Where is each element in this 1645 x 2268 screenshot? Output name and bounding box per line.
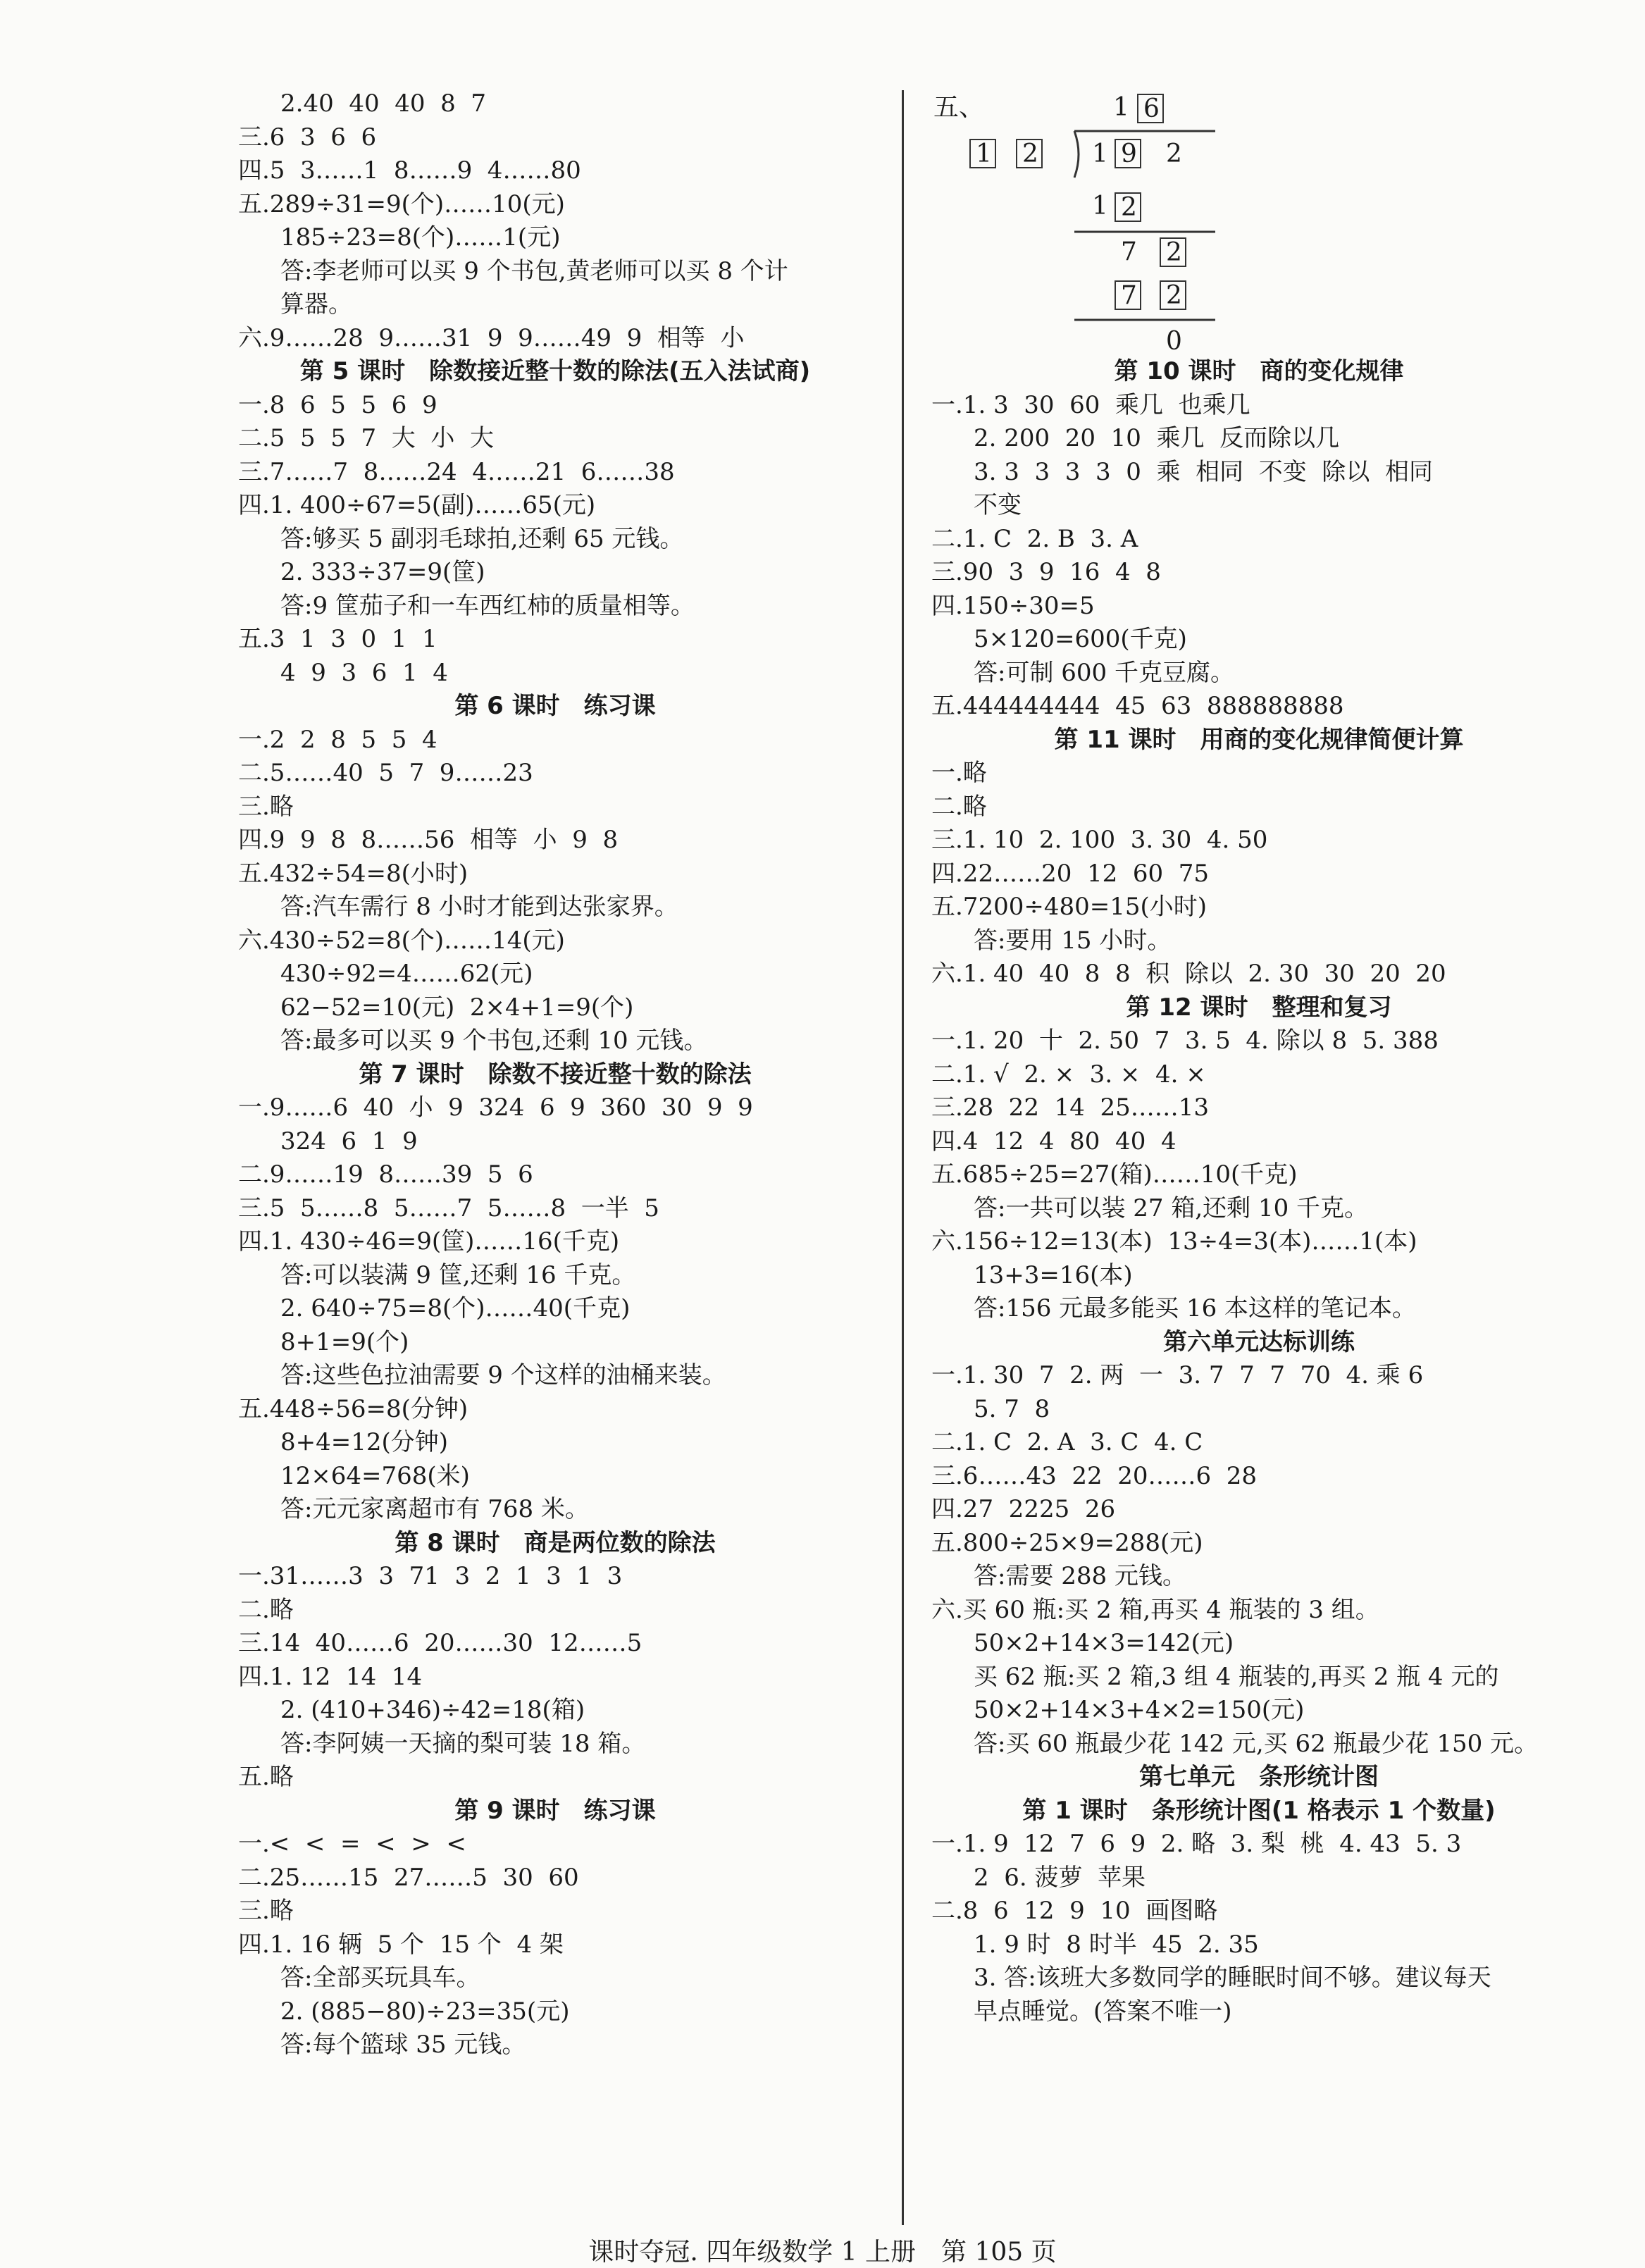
answer-line: 三.5 5……8 5……7 5……8 一半 5 (238, 1194, 659, 1222)
answer-line: 五.3 1 3 0 1 1 (238, 625, 437, 653)
answer-line: 五.289÷31=9(个)……10(元) (238, 190, 565, 218)
answer-line: 六.1. 40 40 8 8 积 除以 2. 30 30 20 20 (931, 960, 1446, 988)
answer-line: 一.31……3 3 71 3 2 1 3 1 3 (238, 1562, 623, 1590)
step-digit: 2 (1166, 238, 1182, 267)
answer-line: 答:可制 600 千克豆腐。 (974, 658, 1234, 687)
answer-line: 一.8 6 5 5 6 9 (238, 390, 437, 419)
answer-line: 答:一共可以装 27 箱,还剩 10 千克。 (974, 1194, 1369, 1222)
answer-line: 四.9 9 8 8……56 相等 小 9 8 (238, 826, 619, 854)
answer-line: 13+3=16(本) (974, 1260, 1133, 1289)
dividend-digit: 2 (1166, 140, 1182, 168)
answer-line: 算器。 (280, 290, 352, 318)
answer-line: 430÷92=4……62(元) (280, 960, 533, 988)
answer-line: 二.1. √ 2. × 3. × 4. × (931, 1060, 1206, 1089)
step-digit: 7 (1121, 281, 1137, 310)
answer-line: 六.430÷52=8(个)……14(元) (238, 926, 565, 955)
answer-line: 一.1. 3 30 60 乘几 也乘几 (931, 390, 1250, 419)
answer-line: 答:9 筐茄子和一车西红柿的质量相等。 (280, 591, 695, 620)
answer-line: 50×2+14×3=142(元) (974, 1629, 1234, 1657)
answer-line: 二.9……19 8……39 5 6 (238, 1160, 533, 1189)
page-footer: 课时夺冠. 四年级数学 1 上册 第 105 页 (588, 2238, 1057, 2267)
answer-line: 1. 9 时 8 时半 45 2. 35 (974, 1930, 1259, 1959)
section-heading: 第 5 课时 除数接近整十数的除法(五入法试商) (299, 357, 811, 385)
answer-line: 二.略 (931, 792, 987, 821)
section-heading: 第 8 课时 商是两位数的除法 (395, 1528, 716, 1557)
answer-line: 62−52=10(元) 2×4+1=9(个) (280, 993, 634, 1022)
section-heading: 第 6 课时 练习课 (454, 692, 656, 720)
answer-line: 2. (885−80)÷23=35(元) (280, 1997, 570, 2026)
answer-line: 50×2+14×3+4×2=150(元) (974, 1696, 1305, 1724)
answer-line: 四.22……20 12 60 75 (931, 859, 1209, 888)
answer-line: 二.1. C 2. B 3. A (931, 524, 1138, 553)
answer-line: 三.90 3 9 16 4 8 (931, 558, 1161, 586)
answer-line: 8+4=12(分钟) (280, 1428, 449, 1456)
column-divider (902, 90, 904, 2225)
answer-line: 五.7200÷480=15(小时) (931, 893, 1207, 921)
answer-line: 二.25……15 27……5 30 60 (238, 1863, 579, 1892)
answer-line: 四.5 3……1 8……9 4……80 (238, 156, 581, 185)
answer-line: 3. 答:该班大多数同学的睡眠时间不够。建议每天 (974, 1964, 1491, 1992)
answer-line: 4 9 3 6 1 4 (280, 658, 448, 687)
answer-line: 8+1=9(个) (280, 1327, 409, 1356)
answer-line: 一.1. 20 十 2. 50 7 3. 5 4. 除以 8 5. 388 (931, 1027, 1439, 1055)
answer-line: 三.略 (238, 1897, 294, 1925)
section-heading: 第 10 课时 商的变化规律 (1114, 357, 1404, 385)
answer-line: 答:156 元最多能买 16 本这样的笔记本。 (974, 1294, 1417, 1322)
dividend-digit: 9 (1121, 140, 1137, 168)
answer-line: 四.1. 12 14 14 (238, 1662, 423, 1691)
answer-line: 一.1. 9 12 7 6 9 2. 略 3. 梨 桃 4. 43 5. 3 (931, 1830, 1462, 1858)
answer-line: 一.< < = < > < (238, 1830, 466, 1858)
answer-line: 四.1. 430÷46=9(筐)……16(千克) (238, 1227, 620, 1256)
answer-line: 三.28 22 14 25……13 (931, 1093, 1209, 1122)
answer-line: 四.1. 400÷67=5(副)……65(元) (238, 491, 596, 519)
right-answer-column (931, 355, 1587, 2028)
answer-line: 三.略 (238, 792, 294, 821)
answer-line: 答:需要 288 元钱。 (974, 1562, 1186, 1590)
answer-line: 五.800÷25×9=288(元) (931, 1528, 1203, 1557)
answer-line: 三.1. 10 2. 100 3. 30 4. 50 (931, 826, 1268, 854)
section-heading: 第 11 课时 用商的变化规律简便计算 (1054, 725, 1464, 754)
answer-line: 四.4 12 4 80 40 4 (931, 1127, 1177, 1155)
answer-line: 二.1. C 2. A 3. C 4. C (931, 1428, 1203, 1456)
step-digit: 1 (1092, 192, 1108, 221)
answer-line: 185÷23=8(个)……1(元) (280, 223, 561, 252)
section-heading: 第 9 课时 练习课 (454, 1796, 656, 1825)
answer-line: 答:要用 15 小时。 (974, 926, 1172, 955)
answer-line: 一.9……6 40 小 9 324 6 9 360 30 9 9 (238, 1093, 753, 1122)
answer-line: 五.444444444 45 63 888888888 (931, 692, 1344, 720)
section-heading: 第 1 课时 条形统计图(1 格表示 1 个数量) (1022, 1796, 1496, 1825)
answer-line: 二.5……40 5 7 9……23 (238, 759, 533, 787)
answer-line: 一.略 (931, 759, 987, 787)
answer-line: 答:全部买玩具车。 (280, 1964, 480, 1992)
answer-line: 答:够买 5 副羽毛球拍,还剩 65 元钱。 (280, 524, 684, 553)
long-division-label: 五、 (933, 93, 985, 122)
step-digit: 7 (1121, 237, 1137, 266)
left-answer-column (238, 87, 872, 2062)
divisor-digit: 2 (1022, 140, 1038, 168)
answer-line: 三.7……7 8……24 4……21 6……38 (238, 457, 675, 486)
answer-line: 12×64=768(米) (280, 1461, 470, 1490)
answer-line: 五.432÷54=8(小时) (238, 859, 468, 888)
quotient-digit: 6 (1143, 94, 1160, 123)
answer-line: 三.14 40……6 20……30 12……5 (238, 1629, 643, 1657)
answer-line: 答:这些色拉油需要 9 个这样的油桶来装。 (280, 1361, 726, 1389)
answer-line: 5×120=600(千克) (974, 625, 1187, 653)
answer-line: 2 6. 菠萝 苹果 (974, 1863, 1146, 1892)
section-heading: 第 7 课时 除数不接近整十数的除法 (359, 1060, 752, 1089)
answer-line: 答:最多可以买 9 个书包,还剩 10 元钱。 (280, 1027, 708, 1055)
remainder: 0 (1166, 327, 1182, 356)
step-digit: 2 (1121, 193, 1137, 222)
answer-line: 二.5 5 5 7 大 小 大 (238, 424, 495, 452)
section-heading: 第六单元达标训练 (1163, 1327, 1355, 1356)
answer-line: 答:买 60 瓶最少花 142 元,买 62 瓶最少花 150 元。 (974, 1729, 1539, 1758)
answer-line: 答:李阿姨一天摘的梨可装 18 箱。 (280, 1729, 646, 1758)
section-heading: 第 12 课时 整理和复习 (1126, 993, 1392, 1022)
long-division (933, 87, 1243, 397)
answer-line: 不变 (974, 491, 1022, 519)
answer-line: 四.1. 16 辆 5 个 15 个 4 架 (238, 1930, 564, 1959)
answer-line: 2.40 40 40 8 7 (280, 89, 486, 118)
answer-line: 四.27 2225 26 (931, 1495, 1116, 1523)
answer-line: 答:李老师可以买 9 个书包,黄老师可以买 8 个计 (280, 256, 788, 285)
answer-line: 5. 7 8 (974, 1394, 1050, 1423)
answer-line: 答:每个篮球 35 元钱。 (280, 2031, 526, 2059)
answer-line: 早点睡觉。(答案不唯一) (974, 1997, 1232, 2026)
answer-line: 五.685÷25=27(箱)……10(千克) (931, 1160, 1298, 1189)
answer-line: 2. 200 20 10 乘几 反而除以几 (974, 424, 1340, 452)
answer-line: 二.8 6 12 9 10 画图略 (931, 1897, 1218, 1925)
answer-line: 2. (410+346)÷42=18(箱) (280, 1696, 585, 1724)
dividend-digit: 1 (1092, 140, 1108, 168)
answer-line: 答:汽车需行 8 小时才能到达张家界。 (280, 893, 678, 921)
answer-line: 三.6 3 6 6 (238, 123, 377, 151)
answer-line: 四.150÷30=5 (931, 591, 1095, 620)
answer-line: 2. 640÷75=8(个)……40(千克) (280, 1294, 631, 1322)
answer-line: 买 62 瓶:买 2 箱,3 组 4 瓶装的,再买 2 瓶 4 元的 (974, 1662, 1499, 1691)
divisor-digit: 1 (976, 140, 992, 168)
answer-line: 五.448÷56=8(分钟) (238, 1394, 468, 1423)
answer-line: 六.9……28 9……31 9 9……49 9 相等 小 (238, 323, 745, 352)
step-digit: 2 (1166, 281, 1182, 310)
answer-line: 答:元元家离超市有 768 米。 (280, 1495, 589, 1523)
quotient-digit: 1 (1113, 93, 1129, 122)
answer-line: 六.156÷12=13(本) 13÷4=3(本)……1(本) (931, 1227, 1417, 1256)
answer-line: 三.6……43 22 20……6 28 (931, 1461, 1257, 1490)
answer-line: 一.2 2 8 5 5 4 (238, 725, 437, 754)
answer-line: 一.1. 30 7 2. 两 一 3. 7 7 7 70 4. 乘 6 (931, 1361, 1424, 1389)
answer-line: 324 6 1 9 (280, 1127, 418, 1155)
answer-line: 六.买 60 瓶:买 2 箱,再买 4 瓶装的 3 组。 (931, 1595, 1379, 1624)
answer-line: 二.略 (238, 1595, 294, 1624)
section-heading: 第七单元 条形统计图 (1139, 1763, 1379, 1791)
answer-line: 3. 3 3 3 3 0 乘 相同 不变 除以 相同 (974, 457, 1433, 486)
answer-line: 答:可以装满 9 筐,还剩 16 千克。 (280, 1260, 636, 1289)
answer-line: 五.略 (238, 1763, 294, 1791)
answer-line: 2. 333÷37=9(筐) (280, 558, 485, 586)
